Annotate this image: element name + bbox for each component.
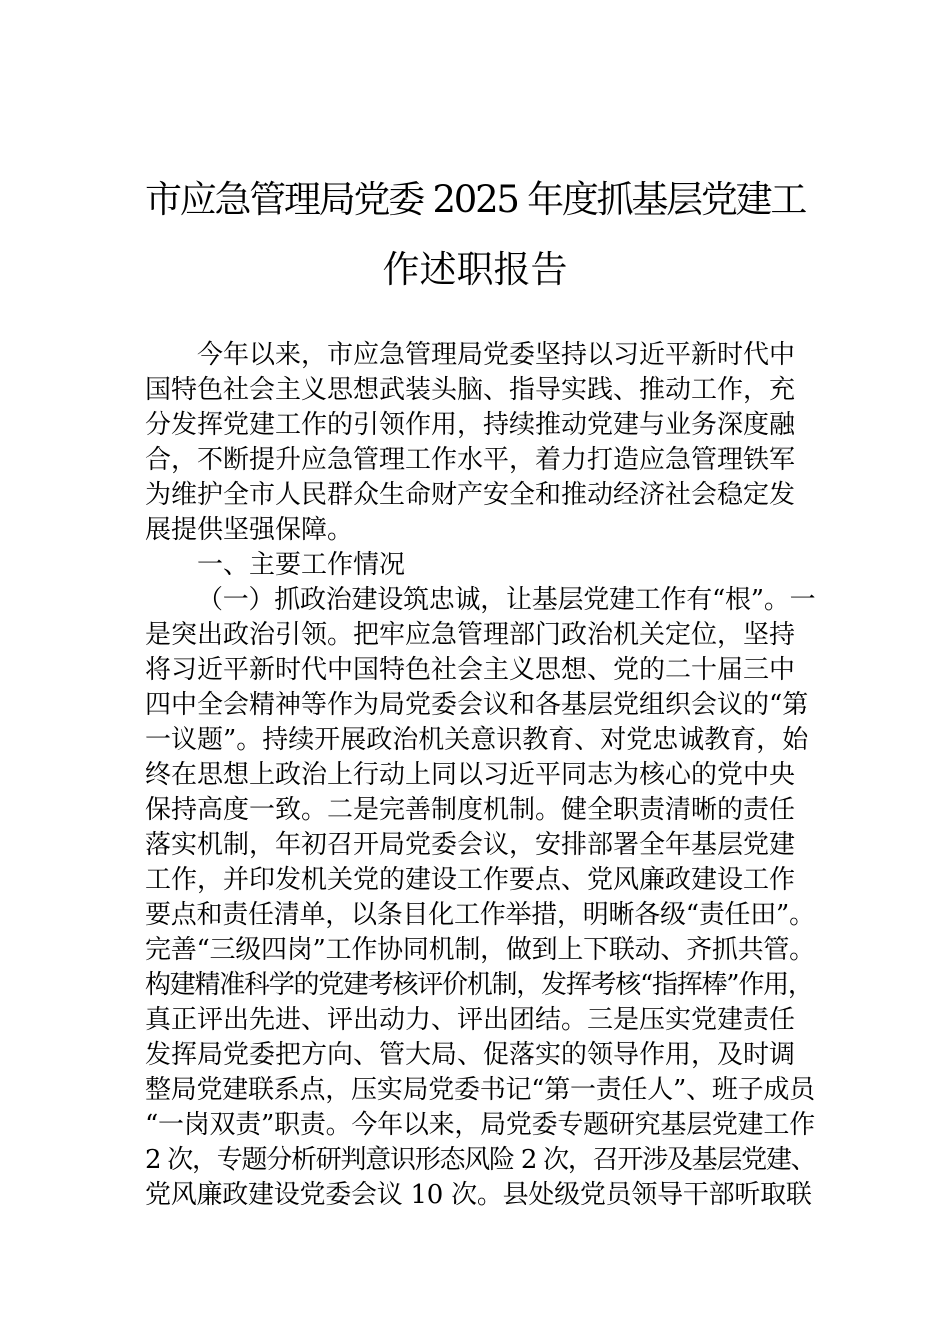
body-line: 真正评出先进、评出动力、评出团结。三是压实党建责任 [145,1005,796,1035]
body-line: “一岗双责”职责。今年以来，局党委专题研究基层党建工作 [145,1110,815,1140]
body-line: 工作，并印发机关党的建设工作要点、党风廉政建设工作 [145,865,796,895]
body-line: 是突出政治引领。把牢应急管理部门政治机关定位，坚持 [145,620,796,650]
body-line: 展提供坚强保障。 [145,515,354,545]
body-line: （一）抓政治建设筑忠诚，让基层党建工作有“根”。一 [197,585,816,615]
body-line: 为维护全市人民群众生命财产安全和推动经济社会稳定发 [145,480,796,510]
body-line: 合，不断提升应急管理工作水平，着力打造应急管理铁军 [145,445,796,475]
body-line: 党风廉政建设党委会议 10 次。县处级党员领导干部听取联 [145,1180,812,1210]
section-heading: 一、主要工作情况 [197,550,406,580]
body-line: 今年以来，市应急管理局党委坚持以习近平新时代中 [197,340,796,370]
body-line: 一议题”。持续开展政治机关意识教育、对党忠诚教育，始 [145,725,809,755]
document-title-line-2: 作述职报告 [382,248,568,291]
body-line: 完善“三级四岗”工作协同机制，做到上下联动、齐抓共管。 [145,935,815,965]
body-line: 国特色社会主义思想武装头脑、指导实践、推动工作，充 [145,375,796,405]
body-line: 保持高度一致。二是完善制度机制。健全职责清晰的责任 [145,795,796,825]
body-line: 四中全会精神等作为局党委会议和各基层党组织会议的“第 [145,690,809,720]
document-title-line-1: 市应急管理局党委 2025 年度抓基层党建工 [145,178,806,221]
body-line: 发挥局党委把方向、管大局、促落实的领导作用，及时调 [145,1040,796,1070]
body-line: 分发挥党建工作的引领作用，持续推动党建与业务深度融 [145,410,796,440]
body-line: 终在思想上政治上行动上同以习近平同志为核心的党中央 [145,760,796,790]
body-line: 整局党建联系点，压实局党委书记“第一责任人”、班子成员 [145,1075,815,1105]
body-line: 2 次，专题分析研判意识形态风险 2 次，召开涉及基层党建、 [145,1145,816,1175]
body-line: 将习近平新时代中国特色社会主义思想、党的二十届三中 [145,655,796,685]
body-line: 落实机制，年初召开局党委会议，安排部署全年基层党建 [145,830,796,860]
body-line: 构建精准科学的党建考核评价机制，发挥考核“指挥棒”作用， [145,970,813,1000]
body-line: 要点和责任清单，以条目化工作举措，明晰各级“责任田”。 [145,900,815,930]
